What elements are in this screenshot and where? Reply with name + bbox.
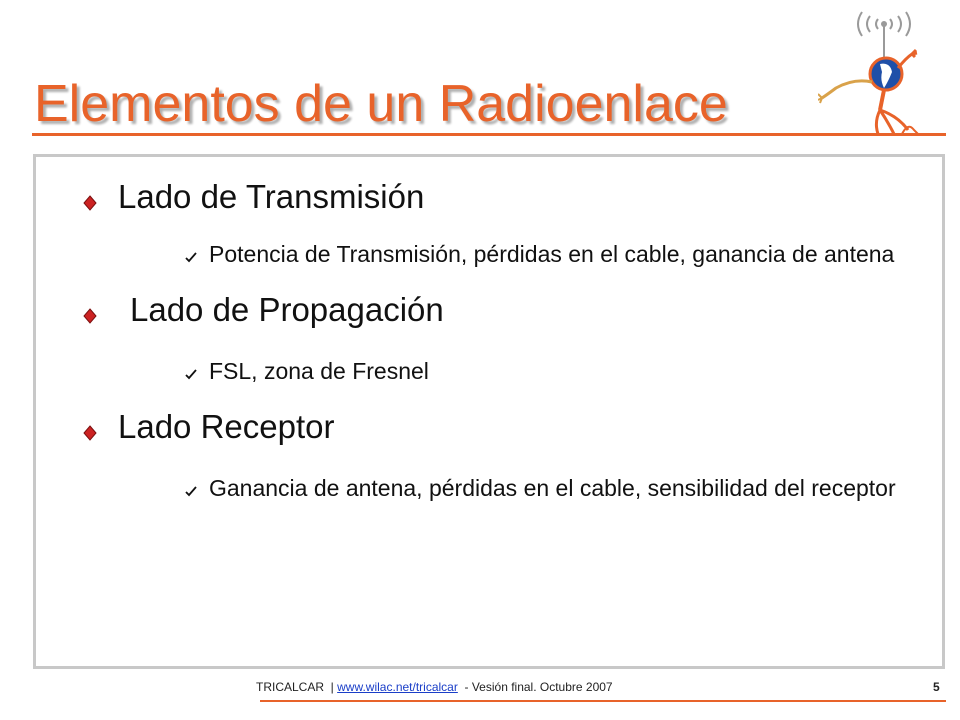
antenna-globe-logo-icon	[818, 2, 960, 140]
footer-link[interactable]: www.wilac.net/tricalcar	[337, 680, 458, 694]
checkmark-bullet-icon	[184, 484, 198, 498]
bullet-detail-propagation: FSL, zona de Fresnel	[209, 358, 429, 384]
checkmark-bullet-icon	[184, 367, 198, 381]
footer	[256, 680, 613, 694]
bullet-heading-transmission: Lado de Transmisión	[118, 178, 425, 215]
footer-prefix: TRICALCAR |	[256, 680, 338, 694]
tricalcar-logo	[818, 2, 960, 140]
footer-suffix: - Vesión final. Octubre 2007	[457, 680, 613, 694]
content-box	[33, 154, 945, 669]
slide-title: Elementos de un Radioenlace	[34, 75, 728, 133]
red-diamond-bullet-icon	[83, 425, 97, 441]
red-diamond-bullet-icon	[83, 308, 97, 324]
checkmark-bullet-icon	[184, 250, 198, 264]
bullet-detail-receiver: Ganancia de antena, pérdidas en el cable, sensibilidad del receptor	[209, 475, 896, 501]
red-diamond-bullet-icon	[83, 195, 97, 211]
bullet-detail-transmission: Potencia de Transmisión, pérdidas en el cable, ganancia de antena	[209, 241, 895, 267]
bullet-heading-receiver: Lado Receptor	[118, 408, 335, 445]
title-underline	[32, 133, 946, 136]
footer-rule	[260, 700, 946, 702]
page-number: 5	[933, 680, 940, 694]
bullet-heading-propagation: Lado de Propagación	[130, 291, 444, 328]
